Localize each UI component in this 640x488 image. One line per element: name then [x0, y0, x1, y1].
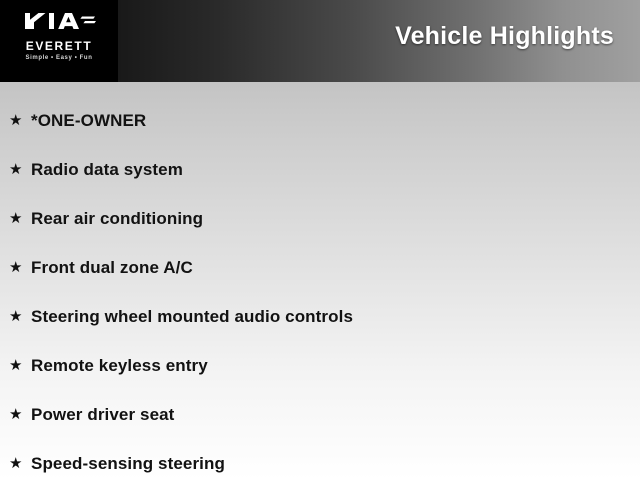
star-icon: ★ — [9, 161, 23, 178]
list-item — [0, 439, 640, 488]
vehicle-highlights-list — [0, 82, 640, 488]
star-icon: ★ — [9, 308, 23, 325]
page-title: Vehicle Highlights — [395, 22, 614, 50]
highlight-label: Power driver seat — [31, 404, 175, 424]
highlight-label: Radio data system — [31, 159, 183, 179]
list-item — [0, 96, 640, 145]
star-icon: ★ — [9, 112, 23, 129]
dealer-name: EVERETT — [25, 39, 93, 53]
star-icon: ★ — [9, 357, 23, 374]
dealer-logo-block — [0, 0, 118, 82]
dealer-tagline: Simple • Easy • Fun — [25, 55, 93, 61]
highlight-label: Front dual zone A/C — [31, 257, 193, 277]
list-item — [0, 390, 640, 439]
list-item — [0, 341, 640, 390]
kia-logo — [22, 9, 96, 33]
highlight-label: Steering wheel mounted audio controls — [31, 306, 354, 326]
highlight-label: Rear air conditioning — [31, 208, 204, 228]
star-icon: ★ — [9, 455, 23, 472]
list-item — [0, 243, 640, 292]
highlight-label: *ONE-OWNER — [31, 110, 147, 130]
list-item — [0, 194, 640, 243]
list-item — [0, 145, 640, 194]
slide-header — [0, 0, 640, 82]
star-icon: ★ — [9, 406, 23, 423]
highlight-label: Speed-sensing steering — [31, 453, 225, 473]
star-icon: ★ — [9, 210, 23, 227]
highlight-label: Remote keyless entry — [31, 355, 208, 375]
star-icon: ★ — [9, 259, 23, 276]
list-item — [0, 292, 640, 341]
